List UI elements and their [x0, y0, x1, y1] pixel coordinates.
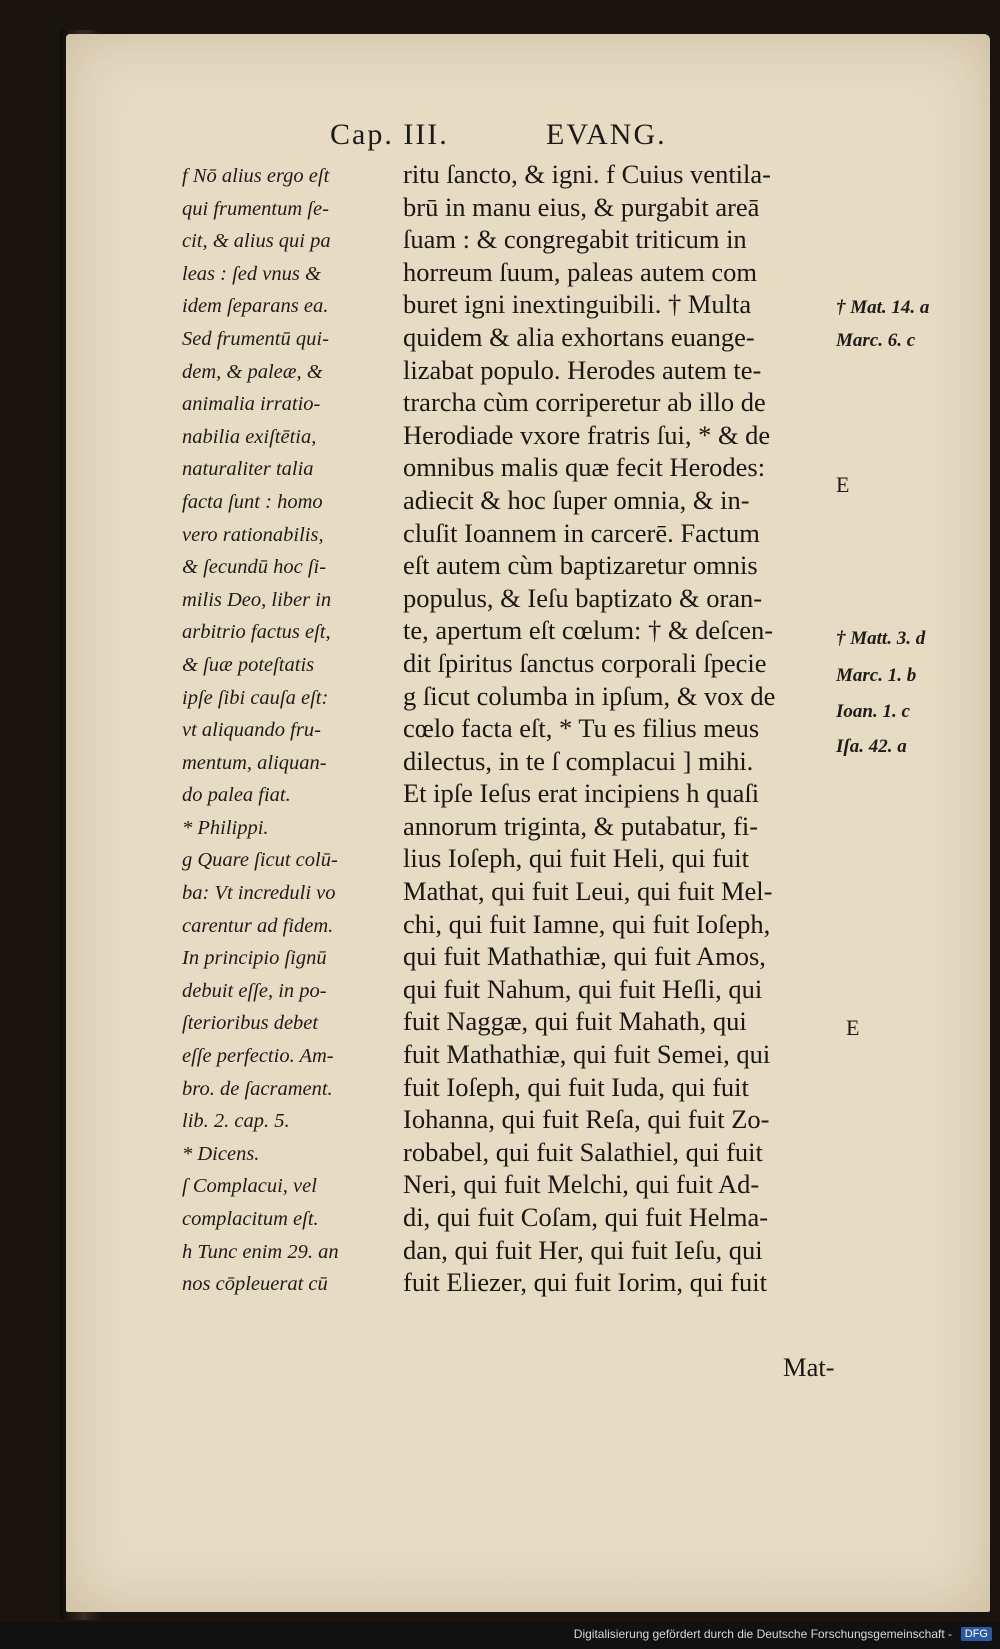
text-line: populus, & Ieſu baptizato & oran-	[403, 582, 763, 613]
text-line: di, qui fuit Coſam, qui fuit Helma-	[403, 1202, 769, 1232]
gloss-line: bro. de ſacrament.	[182, 1077, 333, 1100]
gloss-line: leas : ſed vnus &	[182, 262, 321, 285]
margin-ref: Marc. 6. c	[836, 330, 916, 351]
gloss-line: & ſecundū hoc ſi-	[182, 556, 327, 579]
text-line: eſt autem cùm baptizaretur omnis	[403, 550, 758, 581]
gloss-line: & ſuæ poteſtatis	[182, 653, 315, 676]
gloss-line: ba: Vt increduli vo	[182, 882, 336, 905]
section-letter: E	[836, 472, 850, 497]
gloss-line: complacitum eſt.	[182, 1208, 319, 1230]
text-line: Herodiade vxore fratris ſui, * & de	[403, 419, 771, 450]
gloss-line: eſſe perfectio. Am-	[182, 1045, 334, 1068]
gloss-line: carentur ad fidem.	[182, 914, 334, 937]
section-letter: E	[846, 1015, 860, 1040]
gloss-line: arbitrio factus eſt,	[182, 621, 331, 644]
gloss-line: animalia irratio-	[182, 393, 321, 416]
gloss-line: Sed frumentū qui-	[182, 327, 329, 350]
text-line: qui fuit Nahum, qui fuit Heſli, qui	[403, 973, 763, 1004]
gloss-line: In principio ſignū	[182, 947, 327, 970]
footer-credit: Digitalisierung gefördert durch die Deutsche Forschungsgemeinschaft -	[573, 1627, 952, 1641]
gloss-line: do palea fiat.	[182, 784, 291, 807]
text-line: lius Ioſeph, qui fuit Heli, qui fuit	[403, 843, 749, 874]
gloss-line: vero rationabilis,	[182, 523, 324, 546]
gloss-line: debuit eſſe, in po-	[182, 979, 327, 1002]
gloss-line: idem ſeparans ea.	[182, 295, 329, 318]
text-line: fuit Naggæ, qui fuit Mahath, qui	[403, 1006, 747, 1037]
gloss-line: ſterioribus debet	[182, 1012, 319, 1035]
text-line: annorum triginta, & putabatur, fi-	[403, 810, 759, 841]
gloss-line: g Quare ſicut colū-	[182, 849, 338, 872]
header-chapter: Cap. III.	[330, 118, 449, 151]
text-line: Iohanna, qui fuit Reſa, qui fuit Zo-	[403, 1104, 770, 1135]
text-line: quidem & alia exhortans euange-	[403, 321, 755, 352]
text-line: cluſit Ioannem in carcerē. Factum	[403, 517, 760, 548]
text-line: chi, qui fuit Iamne, qui fuit Ioſeph,	[403, 908, 771, 939]
gloss-line: mentum, aliquan-	[182, 751, 327, 774]
gloss-line: nabilia exiſtētia,	[182, 425, 317, 448]
gloss-line: nos cōpleuerat cū	[182, 1273, 328, 1296]
margin-ref: Ioan. 1. c	[836, 701, 910, 722]
footer-bar	[0, 1622, 1000, 1649]
text-line: ſuam : & congregabit triticum in	[403, 224, 747, 255]
text-line: g ſicut columba in ipſum, & vox de	[403, 680, 776, 711]
text-line: buret igni inextinguibili. † Multa	[403, 289, 752, 320]
text-line: robabel, qui fuit Salathiel, qui fuit	[403, 1136, 763, 1167]
text-line: fuit Mathathiæ, qui fuit Semei, qui	[403, 1039, 771, 1070]
gloss-line: dem, & paleæ, &	[182, 360, 323, 383]
text-line: trarcha cùm corriperetur ab illo de	[403, 387, 766, 418]
header-section: EVANG.	[546, 118, 667, 151]
text-line: Et ipſe Ieſus erat incipiens h quaſi	[403, 778, 760, 809]
running-header	[0, 118, 1000, 162]
text-line: lizabat populo. Herodes autem te-	[403, 354, 762, 385]
text-line: dit ſpiritus ſanctus corporali ſpecie	[403, 647, 767, 678]
text-line: Neri, qui fuit Melchi, qui fuit Ad-	[403, 1169, 760, 1200]
text-line: Mathat, qui fuit Leui, qui fuit Mel-	[403, 876, 773, 907]
text-line: dilectus, in te ſ complacui ] mihi.	[403, 745, 754, 776]
gloss-line: h Tunc enim 29. an	[182, 1240, 339, 1263]
margin-ref: Marc. 1. b	[836, 665, 917, 686]
dfg-logo: DFG	[961, 1627, 992, 1641]
gloss-line: naturaliter talia	[182, 458, 314, 481]
gloss-line: vt aliquando fru-	[182, 719, 321, 742]
margin-ref: † Mat. 14. a	[836, 297, 930, 318]
text-line: fuit Ioſeph, qui fuit Iuda, qui fuit	[403, 1071, 749, 1102]
gloss-column	[182, 160, 407, 1301]
text-line: ritu ſancto, & igni. f Cuius ventila-	[403, 159, 771, 189]
gloss-line: lib. 2. cap. 5.	[182, 1110, 290, 1133]
gloss-line: facta ſunt : homo	[182, 490, 323, 513]
gloss-line: ſ Complacui, vel	[182, 1175, 317, 1198]
gloss-line: f Nō alius ergo eſt	[182, 165, 330, 187]
gloss-line: ipſe ſibi cauſa eſt:	[182, 686, 329, 709]
gloss-line: * Philippi.	[182, 816, 269, 839]
text-line: dan, qui fuit Her, qui fuit Ieſu, qui	[403, 1234, 763, 1265]
main-text-column	[403, 158, 843, 1299]
gloss-line: * Dicens.	[182, 1142, 260, 1165]
text-line: horreum ſuum, paleas autem com	[403, 256, 757, 287]
gloss-line: milis Deo, liber in	[182, 588, 332, 611]
margin-ref: Iſa. 42. a	[836, 736, 907, 757]
text-line: cœlo facta eſt, * Tu es filius meus	[403, 713, 760, 744]
gloss-line: qui frumentum ſe-	[182, 197, 329, 220]
gloss-line: cit, & alius qui pa	[182, 230, 331, 253]
text-line: te, apertum eſt cœlum: † & deſcen-	[403, 615, 774, 646]
text-line: brū in manu eius, & purgabit areā	[403, 191, 760, 222]
catchword: Mat-	[783, 1352, 835, 1382]
text-line: fuit Eliezer, qui fuit Iorim, qui fuit	[403, 1267, 767, 1298]
text-line: adiecit & hoc ſuper omnia, & in-	[403, 484, 750, 515]
text-line: qui fuit Mathathiæ, qui fuit Amos,	[403, 941, 766, 972]
margin-ref: † Matt. 3. d	[836, 628, 926, 649]
text-line: omnibus malis quæ fecit Herodes:	[403, 452, 766, 483]
